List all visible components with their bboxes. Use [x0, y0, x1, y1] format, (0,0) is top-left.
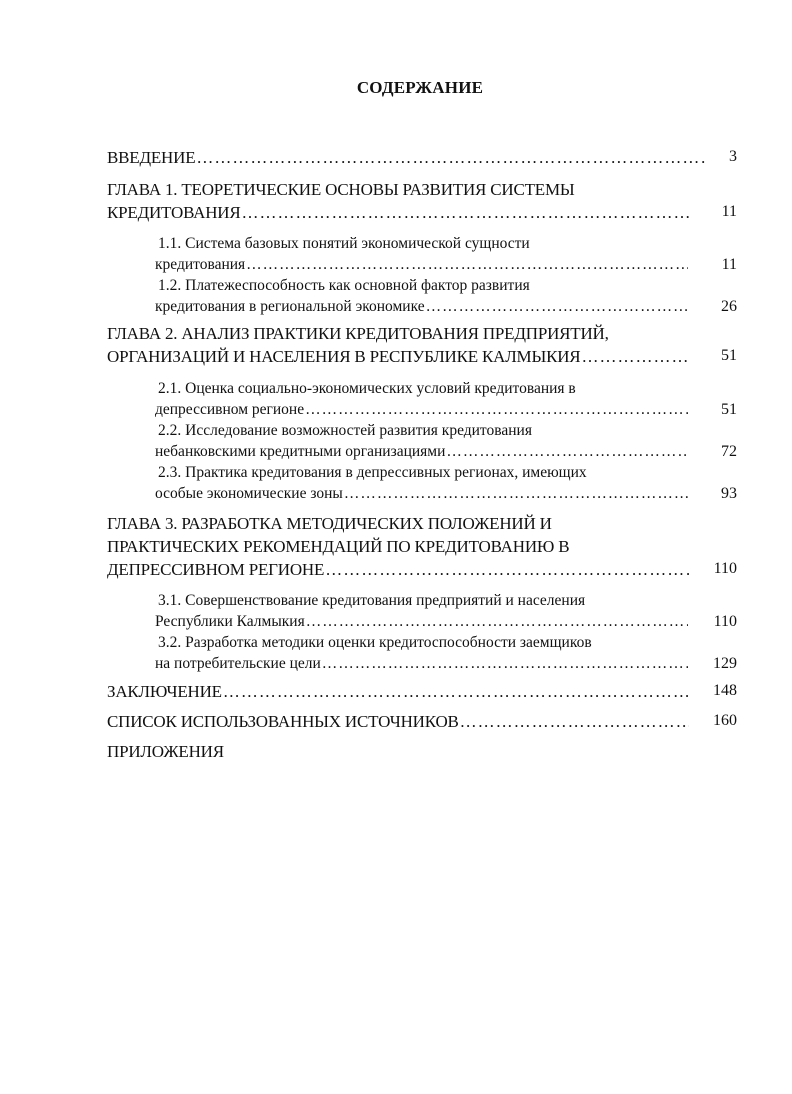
dot-leader [196, 148, 707, 168]
toc-entry-section-2-2[interactable] [155, 422, 737, 464]
toc-entry-section-3-2[interactable] [155, 634, 737, 676]
toc-entry-title-line: ДЕПРЕССИВНОМ РЕГИОНЕ [107, 560, 325, 579]
toc-page-number: 11 [721, 256, 737, 273]
toc-page-number: 11 [721, 203, 737, 220]
toc-entry-section-2-3[interactable] [155, 464, 737, 506]
toc-entry-section-2-1[interactable] [155, 380, 737, 422]
dot-leader [344, 485, 688, 503]
toc-entry-title-line: 1.2. Платежеспособность как основной фактор развития [158, 277, 530, 294]
dot-leader [322, 655, 688, 673]
toc-entry-section-1-1[interactable] [155, 235, 737, 277]
toc-entry-title-line: 2.3. Практика кредитования в депрессивных регионах, имеющих [158, 464, 587, 481]
toc-entry-section-3-1[interactable] [155, 592, 737, 634]
toc-entry-title-line: кредитования [155, 256, 246, 273]
toc-entry-title-line: небанковскими кредитными организациями [155, 443, 446, 460]
toc-entry-title-line: кредитования в региональной экономике [155, 298, 425, 315]
dot-leader [223, 682, 689, 702]
toc-page-number: 129 [713, 655, 737, 672]
toc-entry-title-line: ГЛАВА 2. АНАЛИЗ ПРАКТИКИ КРЕДИТОВАНИЯ ПРЕДПРИЯТИЙ, [107, 324, 609, 343]
toc-page-number: 51 [721, 401, 737, 418]
toc-page-number: 160 [713, 712, 737, 729]
dot-leader [305, 401, 688, 419]
toc-entry-section-1-2[interactable] [155, 277, 737, 319]
toc-page-number: 110 [713, 560, 737, 577]
dot-leader [446, 443, 688, 461]
toc-entry-references[interactable] [107, 712, 737, 736]
toc-entry-title-line: Республики Калмыкия [155, 613, 305, 630]
toc-entry-title: СПИСОК ИСПОЛЬЗОВАННЫХ ИСТОЧНИКОВ [107, 712, 459, 731]
toc-entry-title-line: депрессивном регионе [155, 401, 305, 418]
dot-leader [426, 298, 688, 316]
dot-leader [581, 347, 689, 367]
dot-leader [460, 712, 689, 732]
toc-page-number: 110 [713, 613, 737, 630]
dot-leader [246, 256, 688, 274]
toc-entry-chapter-2[interactable] [107, 324, 737, 372]
toc-entry-conclusion[interactable] [107, 682, 737, 706]
toc-entry-title-line: 2.1. Оценка социально-экономических условий кредитования в [158, 380, 576, 397]
toc-entry-title-line: ОРГАНИЗАЦИЙ И НАСЕЛЕНИЯ В РЕСПУБЛИКЕ КАЛМЫКИЯ [107, 347, 581, 366]
toc-page-number: 148 [713, 682, 737, 699]
toc-entry-chapter-1[interactable] [107, 180, 737, 228]
toc-entry-title-line: ГЛАВА 1. ТЕОРЕТИЧЕСКИЕ ОСНОВЫ РАЗВИТИЯ СИСТЕМЫ [107, 180, 575, 199]
toc-entry-title-line: КРЕДИТОВАНИЯ [107, 203, 241, 222]
toc-entry-title: ЗАКЛЮЧЕНИЕ [107, 682, 222, 701]
toc-page-number: 72 [721, 443, 737, 460]
toc-entry-title-line: особые экономические зоны [155, 485, 343, 502]
toc-page-number: 3 [729, 148, 737, 165]
toc-entry-appendices[interactable] [107, 742, 737, 766]
toc-entry-title-line: 3.1. Совершенствование кредитования предприятий и населения [158, 592, 586, 609]
dot-leader [306, 613, 688, 631]
toc-page-number: 93 [721, 485, 737, 502]
toc-entry-introduction[interactable] [107, 148, 737, 172]
dot-leader [242, 203, 692, 223]
toc-entry-title: ВВЕДЕНИЕ [107, 148, 196, 167]
toc-page-number: 51 [721, 347, 737, 364]
toc-entry-title-line: 1.1. Система базовых понятий экономической сущности [158, 235, 530, 252]
toc-entry-title: ПРИЛОЖЕНИЯ [107, 742, 224, 761]
toc-entry-title-line: ГЛАВА 3. РАЗРАБОТКА МЕТОДИЧЕСКИХ ПОЛОЖЕНИЙ И [107, 514, 552, 533]
toc-entry-title-line: 2.2. Исследование возможностей развития кредитования [158, 422, 532, 439]
page-title: СОДЕРЖАНИЕ [356, 78, 484, 97]
toc-entry-chapter-3[interactable] [107, 514, 737, 586]
toc-entry-title-line: на потребительские цели [155, 655, 321, 672]
toc-entry-title-line: ПРАКТИЧЕСКИХ РЕКОМЕНДАЦИЙ ПО КРЕДИТОВАНИЮ В [107, 537, 570, 556]
dot-leader [325, 560, 689, 580]
toc-page-number: 26 [721, 298, 737, 315]
toc-entry-title-line: 3.2. Разработка методики оценки кредитоспособности заемщиков [158, 634, 592, 651]
